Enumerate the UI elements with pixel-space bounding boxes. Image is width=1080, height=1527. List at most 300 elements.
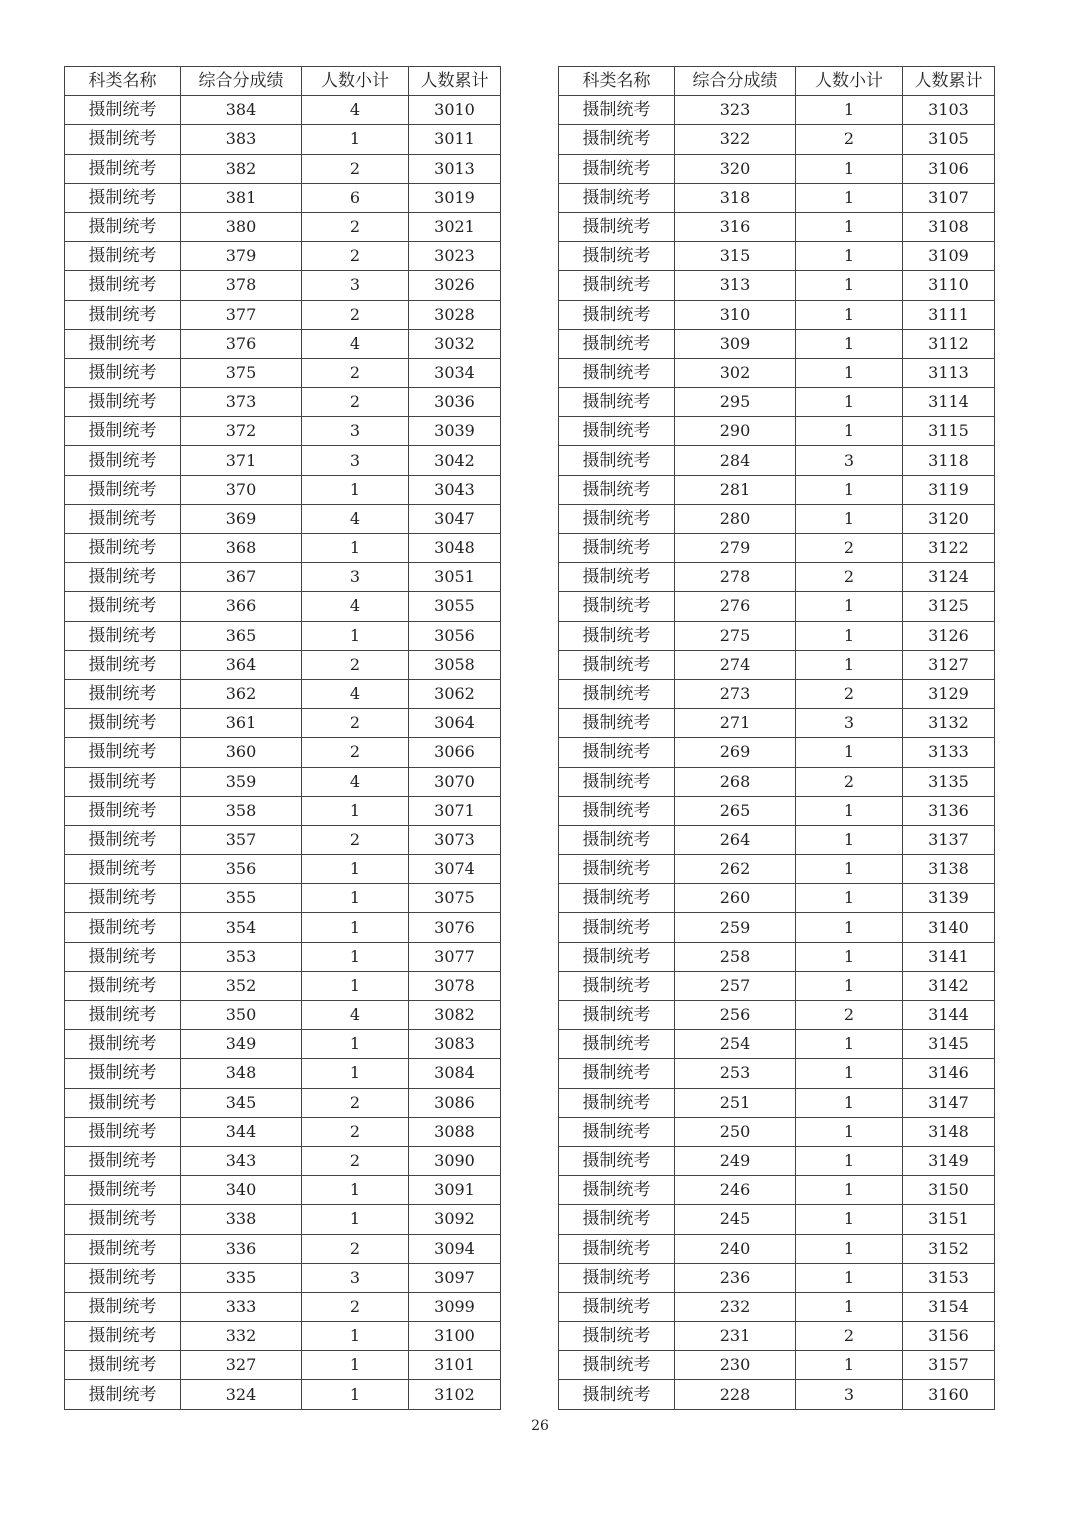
cell-score: 310	[675, 300, 796, 329]
cell-category: 摄制统考	[65, 1351, 181, 1380]
cell-count: 1	[302, 1176, 409, 1205]
cell-score: 236	[675, 1263, 796, 1292]
cell-score: 254	[675, 1030, 796, 1059]
cell-category: 摄制统考	[65, 1030, 181, 1059]
cell-score: 359	[181, 767, 302, 796]
cell-cumulative: 3132	[903, 709, 995, 738]
table-row	[65, 679, 501, 708]
cell-category: 摄制统考	[559, 475, 675, 504]
table-row	[559, 358, 995, 387]
table-row	[559, 1001, 995, 1030]
header-cumulative: 人数累计	[903, 67, 995, 96]
cell-score: 279	[675, 534, 796, 563]
cell-category: 摄制统考	[559, 446, 675, 475]
cell-score: 316	[675, 212, 796, 241]
cell-count: 1	[796, 388, 903, 417]
cell-cumulative: 3133	[903, 738, 995, 767]
table-row	[65, 96, 501, 125]
cell-score: 276	[675, 592, 796, 621]
header-score: 综合分成绩	[181, 67, 302, 96]
cell-category: 摄制统考	[559, 1088, 675, 1117]
cell-score: 260	[675, 884, 796, 913]
cell-count: 1	[796, 1176, 903, 1205]
table-row	[559, 475, 995, 504]
cell-category: 摄制统考	[559, 971, 675, 1000]
cell-score: 264	[675, 825, 796, 854]
cell-count: 1	[796, 1234, 903, 1263]
cell-category: 摄制统考	[559, 767, 675, 796]
cell-category: 摄制统考	[559, 884, 675, 913]
cell-cumulative: 3136	[903, 796, 995, 825]
cell-score: 335	[181, 1263, 302, 1292]
table-row	[65, 358, 501, 387]
cell-count: 3	[302, 1263, 409, 1292]
cell-count: 1	[796, 621, 903, 650]
cell-cumulative: 3026	[409, 271, 501, 300]
table-row	[559, 183, 995, 212]
cell-score: 384	[181, 96, 302, 125]
cell-count: 3	[302, 417, 409, 446]
cell-category: 摄制统考	[65, 971, 181, 1000]
cell-cumulative: 3107	[903, 183, 995, 212]
cell-category: 摄制统考	[559, 1292, 675, 1321]
cell-score: 295	[675, 388, 796, 417]
table-row	[559, 534, 995, 563]
cell-score: 324	[181, 1380, 302, 1409]
cell-score: 343	[181, 1146, 302, 1175]
cell-category: 摄制统考	[559, 855, 675, 884]
cell-cumulative: 3141	[903, 942, 995, 971]
cell-cumulative: 3146	[903, 1059, 995, 1088]
cell-cumulative: 3100	[409, 1322, 501, 1351]
cell-count: 1	[796, 504, 903, 533]
cell-count: 1	[796, 650, 903, 679]
table-row	[559, 300, 995, 329]
cell-category: 摄制统考	[559, 329, 675, 358]
cell-category: 摄制统考	[65, 825, 181, 854]
cell-score: 230	[675, 1351, 796, 1380]
cell-count: 1	[796, 475, 903, 504]
cell-count: 1	[796, 825, 903, 854]
cell-cumulative: 3118	[903, 446, 995, 475]
cell-cumulative: 3077	[409, 942, 501, 971]
cell-category: 摄制统考	[65, 650, 181, 679]
cell-category: 摄制统考	[65, 125, 181, 154]
cell-cumulative: 3138	[903, 855, 995, 884]
cell-count: 1	[302, 475, 409, 504]
cell-category: 摄制统考	[559, 212, 675, 241]
table-row	[559, 446, 995, 475]
cell-count: 4	[302, 504, 409, 533]
cell-category: 摄制统考	[65, 271, 181, 300]
cell-cumulative: 3043	[409, 475, 501, 504]
cell-count: 4	[302, 592, 409, 621]
table-row	[65, 183, 501, 212]
table-row	[559, 1059, 995, 1088]
cell-cumulative: 3103	[903, 96, 995, 125]
cell-score: 357	[181, 825, 302, 854]
cell-score: 257	[675, 971, 796, 1000]
cell-score: 240	[675, 1234, 796, 1263]
cell-count: 2	[796, 1322, 903, 1351]
cell-cumulative: 3152	[903, 1234, 995, 1263]
table-row	[65, 212, 501, 241]
cell-cumulative: 3078	[409, 971, 501, 1000]
cell-category: 摄制统考	[559, 796, 675, 825]
table-row	[65, 1263, 501, 1292]
cell-count: 1	[302, 796, 409, 825]
table-row	[65, 1088, 501, 1117]
table-row	[65, 125, 501, 154]
cell-category: 摄制统考	[65, 1292, 181, 1321]
cell-score: 350	[181, 1001, 302, 1030]
cell-category: 摄制统考	[65, 1263, 181, 1292]
table-row	[65, 796, 501, 825]
cell-cumulative: 3048	[409, 534, 501, 563]
table-row	[65, 271, 501, 300]
cell-score: 253	[675, 1059, 796, 1088]
cell-count: 2	[302, 300, 409, 329]
table-row	[559, 650, 995, 679]
table-row	[65, 388, 501, 417]
cell-score: 231	[675, 1322, 796, 1351]
table-row	[65, 1351, 501, 1380]
table-row	[65, 942, 501, 971]
cell-category: 摄制统考	[559, 1263, 675, 1292]
cell-count: 4	[302, 1001, 409, 1030]
cell-score: 367	[181, 563, 302, 592]
cell-score: 382	[181, 154, 302, 183]
table-row	[65, 1117, 501, 1146]
cell-score: 318	[675, 183, 796, 212]
table-row	[559, 679, 995, 708]
cell-cumulative: 3056	[409, 621, 501, 650]
cell-category: 摄制统考	[65, 1205, 181, 1234]
cell-cumulative: 3156	[903, 1322, 995, 1351]
cell-cumulative: 3151	[903, 1205, 995, 1234]
cell-count: 3	[796, 446, 903, 475]
table-row	[65, 913, 501, 942]
cell-category: 摄制统考	[65, 942, 181, 971]
cell-cumulative: 3106	[903, 154, 995, 183]
cell-cumulative: 3125	[903, 592, 995, 621]
table-header-row	[559, 67, 995, 96]
header-cumulative: 人数累计	[409, 67, 501, 96]
cell-cumulative: 3111	[903, 300, 995, 329]
cell-category: 摄制统考	[65, 1059, 181, 1088]
page-number: 26	[531, 1418, 549, 1434]
score-table-right	[558, 66, 995, 1410]
cell-cumulative: 3032	[409, 329, 501, 358]
cell-category: 摄制统考	[65, 1322, 181, 1351]
cell-count: 1	[796, 1351, 903, 1380]
cell-count: 1	[796, 796, 903, 825]
table-row	[559, 1088, 995, 1117]
cell-category: 摄制统考	[65, 796, 181, 825]
table-row	[65, 709, 501, 738]
table-row	[65, 504, 501, 533]
cell-cumulative: 3073	[409, 825, 501, 854]
cell-score: 275	[675, 621, 796, 650]
cell-score: 269	[675, 738, 796, 767]
cell-count: 1	[302, 1322, 409, 1351]
cell-cumulative: 3148	[903, 1117, 995, 1146]
cell-category: 摄制统考	[65, 1001, 181, 1030]
table-row	[559, 1176, 995, 1205]
cell-cumulative: 3160	[903, 1380, 995, 1409]
cell-cumulative: 3115	[903, 417, 995, 446]
cell-cumulative: 3147	[903, 1088, 995, 1117]
cell-count: 2	[796, 767, 903, 796]
table-row	[559, 621, 995, 650]
header-score: 综合分成绩	[675, 67, 796, 96]
cell-score: 336	[181, 1234, 302, 1263]
cell-category: 摄制统考	[559, 1176, 675, 1205]
cell-count: 1	[796, 971, 903, 1000]
cell-category: 摄制统考	[65, 592, 181, 621]
cell-cumulative: 3153	[903, 1263, 995, 1292]
cell-score: 258	[675, 942, 796, 971]
cell-score: 273	[675, 679, 796, 708]
cell-category: 摄制统考	[559, 709, 675, 738]
table-row	[559, 884, 995, 913]
cell-category: 摄制统考	[559, 563, 675, 592]
table-row	[559, 709, 995, 738]
table-row	[559, 1146, 995, 1175]
cell-score: 280	[675, 504, 796, 533]
table-row	[65, 1292, 501, 1321]
cell-count: 2	[302, 1234, 409, 1263]
cell-count: 1	[796, 271, 903, 300]
cell-count: 2	[302, 1117, 409, 1146]
cell-category: 摄制统考	[559, 738, 675, 767]
cell-score: 338	[181, 1205, 302, 1234]
cell-cumulative: 3091	[409, 1176, 501, 1205]
cell-category: 摄制统考	[65, 679, 181, 708]
cell-category: 摄制统考	[65, 913, 181, 942]
cell-category: 摄制统考	[65, 1380, 181, 1409]
cell-score: 371	[181, 446, 302, 475]
cell-cumulative: 3114	[903, 388, 995, 417]
cell-category: 摄制统考	[559, 1351, 675, 1380]
table-row	[559, 767, 995, 796]
table-row	[65, 825, 501, 854]
table-row	[559, 738, 995, 767]
table-row	[559, 1205, 995, 1234]
cell-score: 290	[675, 417, 796, 446]
cell-count: 1	[796, 1117, 903, 1146]
cell-cumulative: 3124	[903, 563, 995, 592]
cell-cumulative: 3023	[409, 242, 501, 271]
cell-score: 379	[181, 242, 302, 271]
cell-category: 摄制统考	[559, 942, 675, 971]
cell-category: 摄制统考	[559, 1117, 675, 1146]
cell-cumulative: 3055	[409, 592, 501, 621]
cell-count: 2	[302, 1292, 409, 1321]
cell-cumulative: 3039	[409, 417, 501, 446]
cell-cumulative: 3088	[409, 1117, 501, 1146]
cell-count: 1	[302, 1059, 409, 1088]
cell-score: 354	[181, 913, 302, 942]
cell-score: 369	[181, 504, 302, 533]
cell-count: 1	[302, 621, 409, 650]
cell-count: 1	[796, 592, 903, 621]
cell-category: 摄制统考	[65, 709, 181, 738]
cell-category: 摄制统考	[65, 183, 181, 212]
cell-score: 381	[181, 183, 302, 212]
table-row	[559, 592, 995, 621]
cell-cumulative: 3154	[903, 1292, 995, 1321]
cell-score: 274	[675, 650, 796, 679]
table-row	[559, 125, 995, 154]
cell-score: 340	[181, 1176, 302, 1205]
table-row	[65, 1059, 501, 1088]
cell-category: 摄制统考	[65, 96, 181, 125]
cell-score: 228	[675, 1380, 796, 1409]
header-count: 人数小计	[796, 67, 903, 96]
cell-score: 345	[181, 1088, 302, 1117]
cell-cumulative: 3110	[903, 271, 995, 300]
cell-score: 262	[675, 855, 796, 884]
cell-cumulative: 3011	[409, 125, 501, 154]
cell-count: 1	[796, 884, 903, 913]
table-row	[559, 1234, 995, 1263]
cell-score: 232	[675, 1292, 796, 1321]
cell-count: 2	[302, 1088, 409, 1117]
cell-score: 322	[675, 125, 796, 154]
cell-score: 323	[675, 96, 796, 125]
cell-score: 284	[675, 446, 796, 475]
table-row	[65, 446, 501, 475]
cell-cumulative: 3090	[409, 1146, 501, 1175]
cell-score: 281	[675, 475, 796, 504]
cell-count: 2	[302, 242, 409, 271]
cell-count: 1	[796, 1088, 903, 1117]
cell-category: 摄制统考	[559, 271, 675, 300]
table-row	[559, 1322, 995, 1351]
cell-category: 摄制统考	[559, 504, 675, 533]
cell-count: 1	[302, 855, 409, 884]
cell-score: 370	[181, 475, 302, 504]
table-header-row	[65, 67, 501, 96]
cell-cumulative: 3119	[903, 475, 995, 504]
table-row	[65, 300, 501, 329]
cell-category: 摄制统考	[65, 1146, 181, 1175]
cell-count: 1	[302, 884, 409, 913]
cell-count: 1	[796, 183, 903, 212]
table-row	[65, 154, 501, 183]
cell-cumulative: 3142	[903, 971, 995, 1000]
table-row	[559, 825, 995, 854]
cell-cumulative: 3021	[409, 212, 501, 241]
cell-count: 1	[796, 1263, 903, 1292]
cell-category: 摄制统考	[65, 446, 181, 475]
cell-count: 1	[302, 913, 409, 942]
cell-cumulative: 3036	[409, 388, 501, 417]
table-row	[65, 1146, 501, 1175]
cell-count: 1	[796, 1205, 903, 1234]
cell-score: 348	[181, 1059, 302, 1088]
cell-score: 320	[675, 154, 796, 183]
cell-cumulative: 3129	[903, 679, 995, 708]
cell-score: 246	[675, 1176, 796, 1205]
cell-score: 333	[181, 1292, 302, 1321]
cell-category: 摄制统考	[559, 1030, 675, 1059]
cell-count: 2	[302, 738, 409, 767]
cell-cumulative: 3112	[903, 329, 995, 358]
cell-category: 摄制统考	[65, 388, 181, 417]
cell-count: 1	[302, 942, 409, 971]
cell-score: 245	[675, 1205, 796, 1234]
cell-category: 摄制统考	[65, 300, 181, 329]
cell-score: 251	[675, 1088, 796, 1117]
cell-score: 271	[675, 709, 796, 738]
table-row	[65, 1030, 501, 1059]
table-row	[65, 329, 501, 358]
cell-category: 摄制统考	[559, 300, 675, 329]
cell-count: 2	[302, 212, 409, 241]
cell-score: 356	[181, 855, 302, 884]
cell-cumulative: 3097	[409, 1263, 501, 1292]
cell-count: 1	[796, 300, 903, 329]
cell-count: 1	[796, 96, 903, 125]
table-row	[559, 504, 995, 533]
cell-cumulative: 3157	[903, 1351, 995, 1380]
cell-category: 摄制统考	[559, 183, 675, 212]
table-row	[65, 417, 501, 446]
cell-category: 摄制统考	[65, 154, 181, 183]
table-row	[559, 1263, 995, 1292]
cell-category: 摄制统考	[65, 621, 181, 650]
cell-count: 1	[796, 358, 903, 387]
table-row	[559, 1030, 995, 1059]
table-row	[65, 650, 501, 679]
cell-score: 364	[181, 650, 302, 679]
cell-score: 352	[181, 971, 302, 1000]
cell-score: 361	[181, 709, 302, 738]
cell-count: 2	[302, 1146, 409, 1175]
cell-cumulative: 3140	[903, 913, 995, 942]
score-table-left	[64, 66, 501, 1410]
cell-cumulative: 3137	[903, 825, 995, 854]
cell-count: 1	[796, 1059, 903, 1088]
table-row	[65, 592, 501, 621]
cell-score: 360	[181, 738, 302, 767]
cell-cumulative: 3076	[409, 913, 501, 942]
cell-category: 摄制统考	[559, 592, 675, 621]
table-row	[65, 534, 501, 563]
cell-score: 249	[675, 1146, 796, 1175]
table-row	[65, 1001, 501, 1030]
cell-cumulative: 3135	[903, 767, 995, 796]
cell-count: 1	[302, 1351, 409, 1380]
cell-category: 摄制统考	[559, 621, 675, 650]
table-row	[559, 96, 995, 125]
table-row	[559, 971, 995, 1000]
cell-cumulative: 3010	[409, 96, 501, 125]
table-row	[559, 1117, 995, 1146]
cell-count: 4	[302, 329, 409, 358]
table-row	[65, 621, 501, 650]
table-row	[559, 1380, 995, 1409]
table-row	[65, 475, 501, 504]
cell-category: 摄制统考	[559, 154, 675, 183]
cell-category: 摄制统考	[559, 1205, 675, 1234]
table-row	[65, 971, 501, 1000]
cell-category: 摄制统考	[559, 417, 675, 446]
cell-count: 4	[302, 96, 409, 125]
cell-category: 摄制统考	[65, 855, 181, 884]
